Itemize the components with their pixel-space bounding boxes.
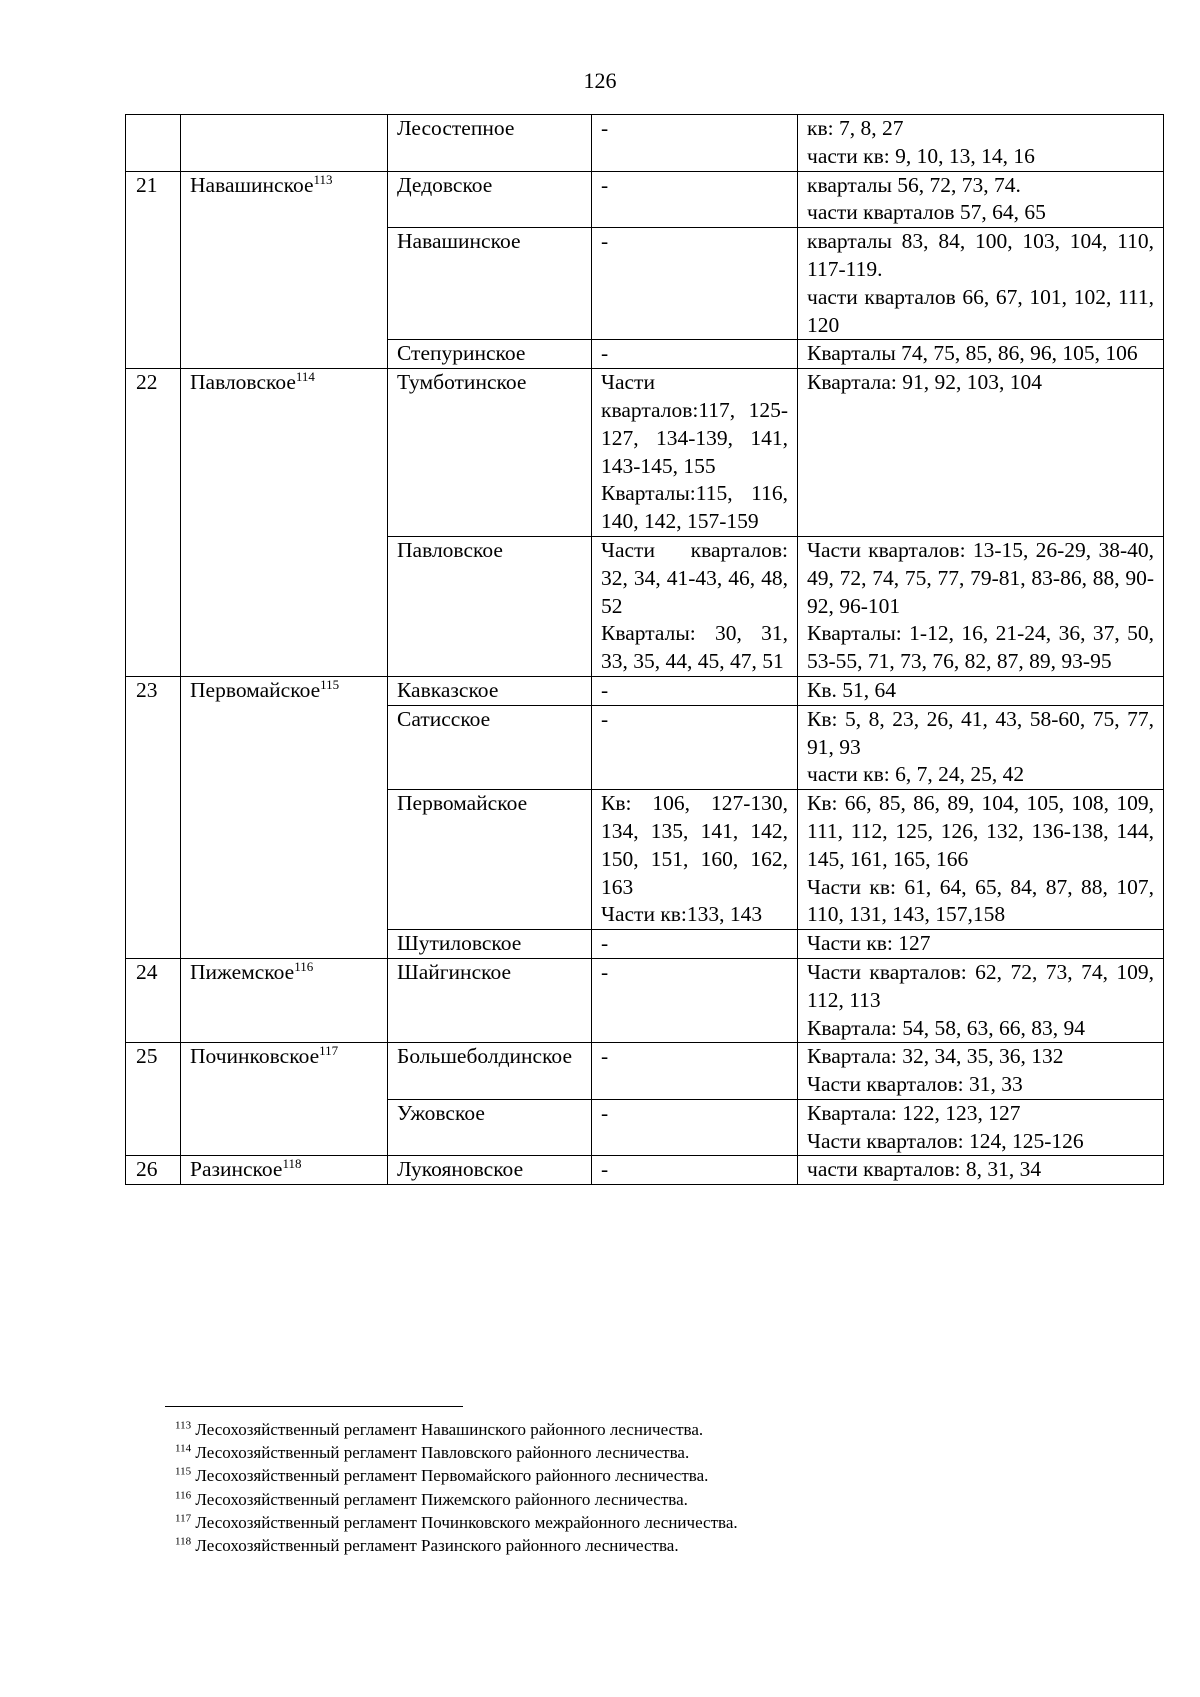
footnote-separator (165, 1406, 463, 1407)
quarters-col4: Части кварталов: 62, 72, 73, 74, 109, 112, 113 Квартала: 54, 58, 63, 66, 83, 94 (798, 958, 1164, 1042)
district-name: Шайгинское (388, 958, 592, 1042)
footnote-ref: 118 (282, 1156, 302, 1172)
table-row (126, 369, 1164, 537)
table-row (126, 1043, 1164, 1100)
footnotes (175, 1418, 1135, 1557)
district-name: Лукояновское (388, 1156, 592, 1185)
forestry-name (181, 115, 388, 172)
quarters-col3: - (592, 340, 798, 369)
footnote-ref: 116 (294, 958, 314, 974)
forestry-name: Пижемское$^{116}$ (181, 958, 388, 1042)
quarters-col3: - (592, 958, 798, 1042)
footnote-ref: 115 (320, 676, 340, 692)
quarters-col4: Квартала: 122, 123, 127 Части кварталов: 124, 125-126 (798, 1099, 1164, 1156)
quarters-col4: Кварталы 74, 75, 85, 86, 96, 105, 106 (798, 340, 1164, 369)
forestry-name: Первомайское$^{115}$ (181, 676, 388, 958)
table-row (126, 115, 1164, 172)
quarters-col3: - (592, 676, 798, 705)
quarters-col4: кв: 7, 8, 27 части кв: 9, 10, 13, 14, 16 (798, 115, 1164, 172)
district-name: Кавказское (388, 676, 592, 705)
quarters-col4: кварталы 83, 84, 100, 103, 104, 110, 117-119. части кварталов 66, 67, 101, 102, 111, 120 (798, 228, 1164, 340)
quarters-col3: - (592, 1099, 798, 1156)
table-row (126, 676, 1164, 705)
quarters-col3: - (592, 115, 798, 172)
row-number: 21 (126, 171, 181, 369)
forestry-name: Починковское$^{117}$ (181, 1043, 388, 1156)
footnote: $^{116}$ Лесохозяйственный регламент Пижемского районного лесничества. (175, 1488, 688, 1509)
forestry-table (125, 114, 1164, 1185)
footnote: $^{115}$ Лесохозяйственный регламент Первомайского районного лесничества. (175, 1465, 709, 1486)
quarters-col4: Квартала: 32, 34, 35, 36, 132 Части кварталов: 31, 33 (798, 1043, 1164, 1100)
forestry-name: Навашинское$^{113}$ (181, 171, 388, 369)
table-row (126, 171, 1164, 228)
quarters-col3: - (592, 228, 798, 340)
district-name: Ужовское (388, 1099, 592, 1156)
quarters-col3: Кв: 106, 127-130, 134, 135, 141, 142, 150, 151, 160, 162, 163 Части кв:133, 143 (592, 790, 798, 930)
district-name: Дедовское (388, 171, 592, 228)
row-number: 23 (126, 676, 181, 958)
district-name: Шутиловское (388, 930, 592, 959)
quarters-col4: Кв: 66, 85, 86, 89, 104, 105, 108, 109, 111, 112, 125, 126, 132, 136-138, 144, 145, 161, 165, 166 Части кв: 61, 64, 65, 84, 87, 88, 107, 110, 131, 143, 157,158 (798, 790, 1164, 930)
footnote: $^{118}$ Лесохозяйственный регламент Разинского районного лесничества. (175, 1535, 679, 1556)
quarters-col4: Части кв: 127 (798, 930, 1164, 959)
quarters-col4: кварталы 56, 72, 73, 74. части кварталов 57, 64, 65 (798, 171, 1164, 228)
quarters-col3: - (592, 171, 798, 228)
quarters-col4: части кварталов: 8, 31, 34 (798, 1156, 1164, 1185)
quarters-col3: - (592, 705, 798, 789)
district-name: Тумботинское (388, 369, 592, 537)
footnote-ref: 113 (313, 171, 333, 187)
quarters-col3: - (592, 930, 798, 959)
forestry-name: Разинское$^{118}$ (181, 1156, 388, 1185)
table-row (126, 958, 1164, 1042)
quarters-col4: Кв: 5, 8, 23, 26, 41, 43, 58-60, 75, 77, 91, 93 части кв: 6, 7, 24, 25, 42 (798, 705, 1164, 789)
district-name: Павловское (388, 536, 592, 676)
forestry-name: Павловское$^{114}$ (181, 369, 388, 677)
district-name: Сатисское (388, 705, 592, 789)
row-number: 25 (126, 1043, 181, 1156)
quarters-col4: Квартала: 91, 92, 103, 104 (798, 369, 1164, 537)
row-number (126, 115, 181, 172)
district-name: Навашинское (388, 228, 592, 340)
district-name: Лесостепное (388, 115, 592, 172)
quarters-col3: - (592, 1156, 798, 1185)
quarters-col3: - (592, 1043, 798, 1100)
district-name: Первомайское (388, 790, 592, 930)
quarters-col4: Кв. 51, 64 (798, 676, 1164, 705)
district-name: Степуринское (388, 340, 592, 369)
row-number: 24 (126, 958, 181, 1042)
footnote-ref: 114 (295, 369, 315, 385)
row-number: 26 (126, 1156, 181, 1185)
page-number: 126 (583, 68, 617, 93)
footnote: $^{113}$ Лесохозяйственный регламент Навашинского районного лесничества. (175, 1419, 704, 1439)
footnote: $^{117}$ Лесохозяйственный регламент Починковского межрайонного лесничества. (175, 1512, 738, 1532)
quarters-col3: Части кварталов:117, 125-127, 134-139, 141, 143-145, 155 Кварталы:115, 116, 140, 142, 157-159 (592, 369, 798, 537)
table-row (126, 1156, 1164, 1185)
district-name: Большеболдинское (388, 1043, 592, 1100)
footnote-ref: 117 (319, 1043, 339, 1059)
footnote: $^{114}$ Лесохозяйственный регламент Павловского районного лесничества. (175, 1442, 690, 1463)
quarters-col3: Части кварталов: 32, 34, 41-43, 46, 48, 52 Кварталы: 30, 31, 33, 35, 44, 45, 47, 51 (592, 536, 798, 676)
quarters-col4: Части кварталов: 13-15, 26-29, 38-40, 49, 72, 74, 75, 77, 79-81, 83-86, 88, 90-92, 96-101 Кварталы: 1-12, 16, 21-24, 36, 37, 50, 53-55, 71, 73, 76, 82, 87, 89, 93-95 (798, 536, 1164, 676)
row-number: 22 (126, 369, 181, 677)
